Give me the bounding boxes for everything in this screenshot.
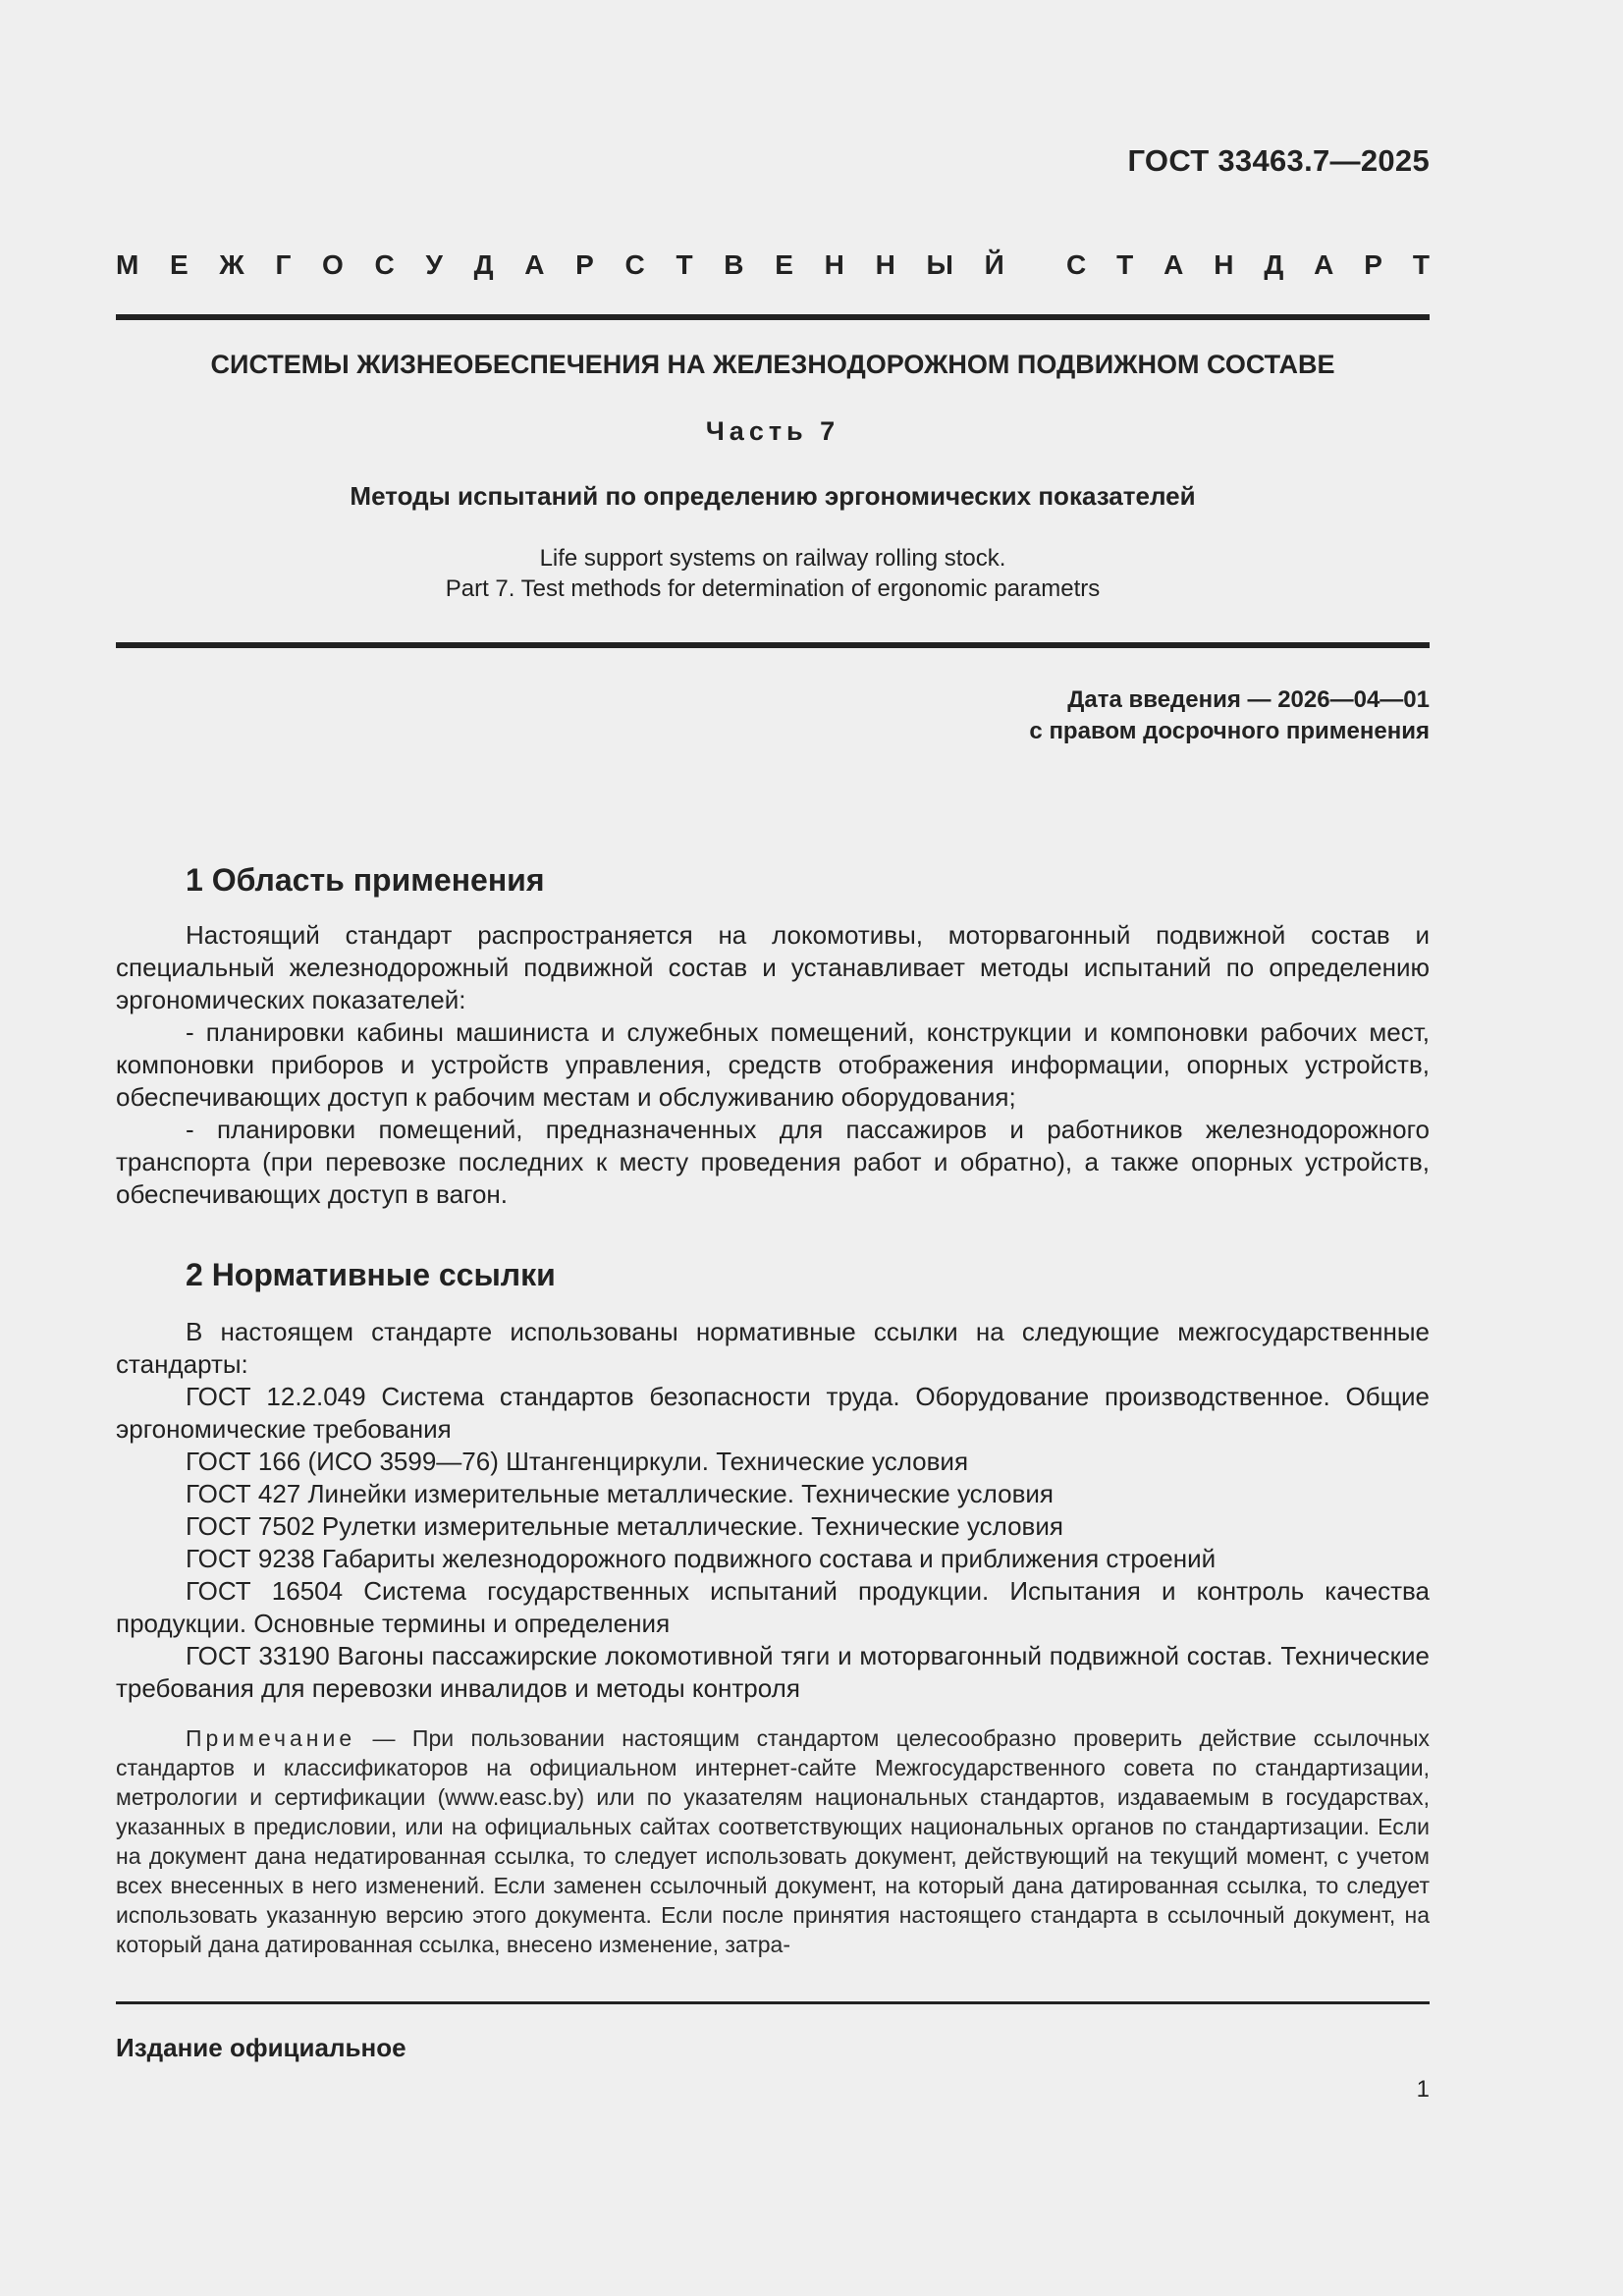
- title-bottom-rule: [116, 642, 1430, 648]
- banner-letter: Т: [676, 249, 693, 280]
- document-title: СИСТЕМЫ ЖИЗНЕОБЕСПЕЧЕНИЯ НА ЖЕЛЕЗНОДОРОЖНОМ ПОДВИЖНОМ СОСТАВЕ: [210, 350, 1335, 379]
- document-number: ГОСТ 33463.7—2025: [1127, 143, 1430, 178]
- document-subtitle: Методы испытаний по определению эргономических показателей: [350, 481, 1196, 511]
- page-number: 1: [1416, 2076, 1430, 2103]
- section-2-body: [116, 1316, 1430, 1705]
- banner-letter: Н: [1214, 249, 1234, 280]
- section-2-heading: 2 Нормативные ссылки: [186, 1257, 556, 1292]
- note-paragraph: [116, 1723, 1430, 1959]
- banner-letter: Р: [575, 249, 594, 280]
- interstate-word-1: [116, 249, 1004, 281]
- banner-letter: Н: [875, 249, 895, 280]
- english-title-line-2: Part 7. Test methods for determination of ergonomic parametrs: [445, 575, 1101, 602]
- banner-letter: О: [322, 249, 344, 280]
- document-part: Часть 7: [705, 416, 840, 446]
- interstate-word-2: [1066, 249, 1430, 281]
- section-1-paragraph: Настоящий стандарт распространяется на локомотивы, моторвагонный подвижной состав и специальный железнодорожный подвижной состав и устанавливает методы испытаний по определению эргономических показателей:: [116, 920, 1430, 1014]
- introduction-date-block: [1029, 684, 1430, 747]
- note-label: Примечание: [186, 1725, 356, 1751]
- banner-letter: С: [624, 249, 645, 280]
- reference-item: ГОСТ 33190 Вагоны пассажирские локомотивной тяги и моторвагонный подвижной состав. Технические требования для перевозки инвалидов и методы контроля: [116, 1641, 1430, 1703]
- section-2-paragraph: В настоящем стандарте использованы нормативные ссылки на следующие межгосударственные стандарты:: [116, 1317, 1430, 1379]
- banner-letter: М: [116, 249, 139, 280]
- reference-item: ГОСТ 16504 Система государственных испытаний продукции. Испытания и контроль качества продукции. Основные термины и определения: [116, 1576, 1430, 1638]
- banner-letter: Д: [473, 249, 494, 280]
- reference-note: [116, 1723, 1430, 1959]
- interstate-standard-banner: [116, 249, 1430, 281]
- banner-letter: Р: [1364, 249, 1382, 280]
- banner-letter: Т: [1116, 249, 1134, 280]
- banner-letter: Ы: [926, 249, 953, 280]
- banner-letter: В: [724, 249, 744, 280]
- english-title: [116, 543, 1430, 604]
- reference-item: ГОСТ 12.2.049 Система стандартов безопасности труда. Оборудование производственное. Общие эргономические требования: [116, 1382, 1430, 1444]
- section-1-paragraph: - планировки помещений, предназначенных для пассажиров и работников железнодорожного транспорта (при перевозке последних к месту проведения работ и обратно), а также опорных устройств, обеспечивающих доступ в вагон.: [116, 1115, 1430, 1209]
- section-1-heading: 1 Область применения: [186, 862, 545, 898]
- banner-letter: Д: [1264, 249, 1284, 280]
- banner-letter: Й: [984, 249, 1004, 280]
- banner-letter: Н: [824, 249, 844, 280]
- reference-item: ГОСТ 9238 Габариты железнодорожного подвижного состава и приближения строений: [186, 1544, 1217, 1573]
- english-title-line-1: Life support systems on railway rolling stock.: [539, 545, 1006, 572]
- banner-letter: У: [425, 249, 443, 280]
- section-1-paragraph: - планировки кабины машиниста и служебных помещений, конструкции и компоновки рабочих мест, компоновки приборов и устройств управления, средств отображения информации, опорных устройств, обеспечивающих доступ к рабочим местам и обслуживанию оборудования;: [116, 1017, 1430, 1112]
- banner-letter: С: [1066, 249, 1087, 280]
- banner-letter: А: [1163, 249, 1184, 280]
- section-1-body: [116, 919, 1430, 1211]
- early-application: с правом досрочного применения: [1029, 718, 1430, 744]
- banner-letter: С: [374, 249, 395, 280]
- note-text: При пользовании настоящим стандартом целесообразно проверить действие ссылочных стандартов и классификаторов на официальном интернет-сайте Межгосударственного совета по стандартизации, метрологии и сертификации (www.easc.by) или по указателям национальных стандартов, издаваемым в государствах, указанных в предисловии, или на официальных сайтах соответствующих национальных органов по стандартизации. Если на документ дана недатированная ссылка, то следует использовать документ, действующий на текущий момент, с учетом всех внесенных в него изменений. Если заменен ссылочный документ, на который дана датированная ссылка, то следует использовать указанную версию этого документа. Если после принятия настоящего стандарта в ссылочный документ, на который дана датированная ссылка, внесено изменение, затра-: [116, 1725, 1430, 1957]
- introduction-date: Дата введения — 2026—04—01: [1067, 686, 1430, 713]
- banner-letter: Е: [170, 249, 189, 280]
- banner-letter: Ж: [219, 249, 244, 280]
- banner-letter: А: [1314, 249, 1334, 280]
- footer-rule: [116, 2001, 1430, 2004]
- banner-letter: Г: [275, 249, 292, 280]
- banner-letter: Е: [775, 249, 793, 280]
- top-rule: [116, 314, 1430, 320]
- banner-letter: А: [524, 249, 545, 280]
- reference-item: ГОСТ 7502 Рулетки измерительные металлические. Технические условия: [186, 1511, 1063, 1541]
- note-dash: —: [355, 1725, 412, 1751]
- reference-item: ГОСТ 427 Линейки измерительные металлические. Технические условия: [186, 1479, 1054, 1508]
- banner-letter: Т: [1412, 249, 1430, 280]
- official-edition-label: Издание официальное: [116, 2033, 406, 2062]
- reference-item: ГОСТ 166 (ИСО 3599—76) Штангенциркули. Технические условия: [186, 1447, 969, 1476]
